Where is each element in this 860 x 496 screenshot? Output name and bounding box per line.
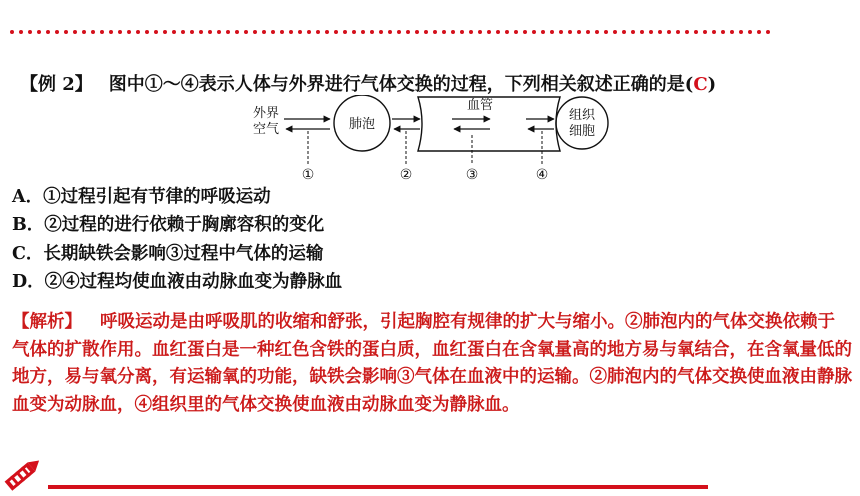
option-a: A．①过程引起有节律的呼吸运动 (12, 187, 271, 207)
divider-dot (721, 30, 725, 34)
outside-air-label-2: 空气 (253, 122, 280, 137)
divider-dot (442, 30, 446, 34)
divider-dot (757, 30, 761, 34)
divider-dot (577, 30, 581, 34)
divider-dot (55, 30, 59, 34)
divider-dot (640, 30, 644, 34)
divider-dot (559, 30, 563, 34)
option-b: B．②过程的进行依赖于胸廓容积的变化 (12, 215, 325, 235)
alveolus-label: 肺泡 (348, 117, 376, 132)
divider-dot (271, 30, 275, 34)
divider-dot (325, 30, 329, 34)
divider-dot (730, 30, 734, 34)
divider-dot (451, 30, 455, 34)
tissue-label-1: 组织 (568, 108, 596, 123)
divider-dot (343, 30, 347, 34)
divider-dot (514, 30, 518, 34)
divider-dot (379, 30, 383, 34)
divider-dot (460, 30, 464, 34)
divider-dot (433, 30, 437, 34)
divider-dot (19, 30, 23, 34)
tissue-label-2: 细胞 (568, 124, 596, 139)
divider-dot (550, 30, 554, 34)
divider-dot (100, 30, 104, 34)
divider-dot (622, 30, 626, 34)
divider-dot (739, 30, 743, 34)
divider-dot (82, 30, 86, 34)
divider-dot (190, 30, 194, 34)
explanation-tag: 【解析】 (12, 312, 82, 332)
divider-dot (226, 30, 230, 34)
divider-dot (505, 30, 509, 34)
divider-dot (289, 30, 293, 34)
divider-dot (424, 30, 428, 34)
divider-dot (118, 30, 122, 34)
footer-rule (48, 485, 708, 489)
divider-dot (244, 30, 248, 34)
divider-dot (667, 30, 671, 34)
divider-dot (595, 30, 599, 34)
divider-dot (163, 30, 167, 34)
divider-dot (262, 30, 266, 34)
divider-dot (766, 30, 770, 34)
divider-dot (496, 30, 500, 34)
divider-dot (199, 30, 203, 34)
divider-dot (613, 30, 617, 34)
divider-dot (748, 30, 752, 34)
divider-dot (541, 30, 545, 34)
divider-dot (532, 30, 536, 34)
pencil-icon (0, 452, 46, 496)
divider-dot (406, 30, 410, 34)
divider-dot (172, 30, 176, 34)
divider-dot (487, 30, 491, 34)
explanation-text: 呼吸运动是由呼吸肌的收缩和舒张，引起胸腔有规律的扩大与缩小。②肺泡内的气体交换依赖于气体的扩散作用。血红蛋白是一种红色含铁的蛋白质，血红蛋白在含氧量高的地方易与氧结合，在含氧量低的地方，易与氧分离，有运输氧的功能，缺铁会影响③气体在血液中的运输。②肺泡内的气体交换使血液由静脉血变为动脉血，④组织里的气体交换使血液由动脉血变为静脉血。 (12, 312, 852, 415)
divider-dot (109, 30, 113, 34)
explanation (12, 309, 852, 419)
divider-dot (10, 30, 14, 34)
divider-dot (469, 30, 473, 34)
option-d: D．②④过程均使血液由动脉血变为静脉血 (12, 272, 343, 292)
divider-dot (352, 30, 356, 34)
divider-dot (397, 30, 401, 34)
tissue-cell-circle (556, 97, 608, 149)
divider-dot (37, 30, 41, 34)
dotted-divider (10, 30, 780, 38)
divider-dot (415, 30, 419, 34)
option-c: C．长期缺铁会影响③过程中气体的运输 (12, 244, 324, 264)
divider-dot (370, 30, 374, 34)
divider-dot (586, 30, 590, 34)
divider-dot (694, 30, 698, 34)
question-close: ) (707, 74, 717, 95)
divider-dot (154, 30, 158, 34)
gas-exchange-diagram (250, 95, 610, 185)
label-3: ③ (465, 167, 479, 183)
divider-dot (136, 30, 140, 34)
divider-dot (28, 30, 32, 34)
divider-dot (127, 30, 131, 34)
divider-dot (334, 30, 338, 34)
divider-dot (676, 30, 680, 34)
divider-dot (316, 30, 320, 34)
divider-dot (478, 30, 482, 34)
divider-dot (145, 30, 149, 34)
divider-dot (217, 30, 221, 34)
divider-dot (280, 30, 284, 34)
divider-dot (361, 30, 365, 34)
divider-dot (712, 30, 716, 34)
divider-dot (388, 30, 392, 34)
divider-dot (658, 30, 662, 34)
divider-dot (604, 30, 608, 34)
divider-dot (703, 30, 707, 34)
divider-dot (298, 30, 302, 34)
question-text: 图中①～④表示人体与外界进行气体交换的过程，下列相关叙述正确的是( (108, 74, 694, 95)
divider-dot (181, 30, 185, 34)
divider-dot (685, 30, 689, 34)
divider-dot (523, 30, 527, 34)
outside-air-label-1: 外界 (253, 106, 280, 121)
answer-letter: C (693, 74, 708, 95)
question-tag: 【例 2】 (20, 74, 93, 95)
vessel-label: 血管 (466, 98, 494, 113)
label-4: ④ (535, 167, 549, 183)
divider-dot (568, 30, 572, 34)
divider-dot (46, 30, 50, 34)
question (20, 70, 850, 96)
divider-dot (649, 30, 653, 34)
label-1: ① (301, 167, 315, 183)
divider-dot (73, 30, 77, 34)
divider-dot (307, 30, 311, 34)
label-2: ② (399, 167, 413, 183)
divider-dot (253, 30, 257, 34)
divider-dot (235, 30, 239, 34)
divider-dot (64, 30, 68, 34)
divider-dot (91, 30, 95, 34)
divider-dot (631, 30, 635, 34)
divider-dot (208, 30, 212, 34)
